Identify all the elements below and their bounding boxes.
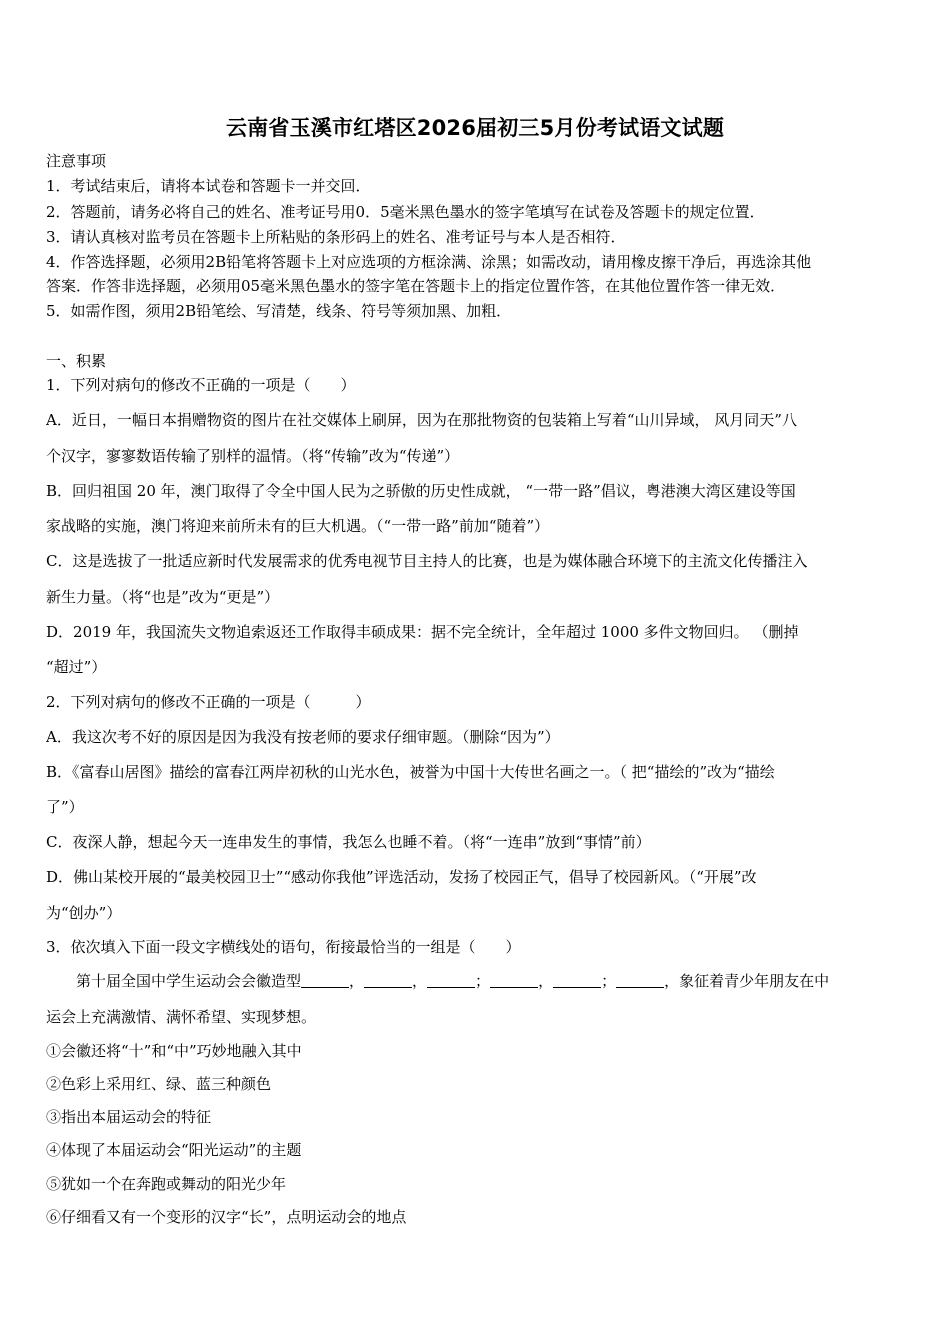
option-line: B．《富春山居图》描绘的富春江两岸初秋的山光水色，被誉为中国十大传世名画之一。（ 把“描绘的”改为“描绘	[46, 763, 775, 781]
list-item: ④体现了本届运动会“阳光运动”的主题	[46, 1141, 302, 1159]
option-line: C．这是选拔了一批适应新时代发展需求的优秀电视节目主持人的比赛，也是为媒体融合环境下的主流文化传播注入	[46, 552, 808, 570]
option-line: D．2019 年，我国流失文物追索返还工作取得丰硕成果：据不完全统计，全年超过 1000 多件文物回归。 （删掉	[46, 623, 799, 641]
option-line: 个汉字，寥寥数语传输了别样的温情。（将“传输”改为“传递”）	[46, 447, 460, 465]
notice-item: 3．请认真核对监考员在答题卡上所粘贴的条形码上的姓名、准考证号与本人是否相符．	[46, 228, 626, 246]
notice-item: 2．答题前，请务必将自己的姓名、准考证号用0．5毫米黑色墨水的签字笔填写在试卷及答题卡的规定位置．	[46, 203, 765, 221]
passage-end: ，象征着青少年朋友在中	[664, 972, 830, 990]
notice-item: 答案．作答非选择题，必须用05毫米黑色墨水的签字笔在答题卡上的指定位置作答，在其他位置作答一律无效．	[46, 277, 786, 295]
option-line: A．我这次考不好的原因是因为我没有按老师的要求仔细审题。（删除“因为”）	[46, 728, 560, 746]
notice-item: 4．作答选择题，必须用2B铅笔将答题卡上对应选项的方框涂满、涂黑；如需改动，请用橡皮擦干净后，再选涂其他	[46, 253, 812, 271]
notice-heading: 注意事项	[46, 152, 107, 170]
question-stem: 1．下列对病句的修改不正确的一项是（ ）	[46, 376, 356, 394]
option-line: D．佛山某校开展的“最美校园卫士”“感动你我他”评选活动，发扬了校园正气，倡导了校园新风。（“开展”改	[46, 868, 757, 886]
passage-start: 第十届全国中学生运动会会徽造型	[76, 972, 302, 990]
exam-title: 云南省玉溪市红塔区2026届初三5月份考试语文试题	[225, 116, 725, 140]
blank-separator: ，	[538, 972, 554, 990]
list-item: ②色彩上采用红、绿、蓝三种颜色	[46, 1075, 272, 1093]
passage-line	[46, 971, 908, 991]
list-item: ③指出本届运动会的特征	[46, 1108, 212, 1126]
option-line: 为“创办”）	[46, 904, 122, 922]
question-stem: 3．依次填入下面一段文字横线处的语句，衔接最恰当的一组是（ ）	[46, 938, 521, 956]
blank-separator: ，	[349, 972, 365, 990]
blank-separator: ；	[601, 972, 617, 990]
fill-blank	[427, 973, 475, 988]
option-line: 家战略的实施，澳门将迎来前所未有的巨大机遇。（“一带一路”前加“随着”）	[46, 517, 550, 535]
option-line: B．回归祖国 20 年，澳门取得了令全中国人民为之骄傲的历史性成就， “一带一路”倡议，粤港澳大湾区建设等国	[46, 482, 796, 500]
blank-separator: ，	[412, 972, 428, 990]
fill-blank	[301, 973, 349, 988]
passage-line: 运会上充满激情、满怀希望、实现梦想。	[46, 1008, 317, 1026]
section-heading: 一、积累	[46, 352, 107, 370]
fill-blank	[616, 973, 664, 988]
option-line: “超过”）	[46, 658, 107, 676]
notice-item: 5．如需作图，须用2B铅笔绘、写清楚，线条、符号等须加黑、加粗．	[46, 302, 512, 320]
question-stem: 2．下列对病句的修改不正确的一项是（ ）	[46, 693, 371, 711]
fill-blank	[364, 973, 412, 988]
option-line: A．近日，一幅日本捐赠物资的图片在社交媒体上刷屏，因为在那批物资的包装箱上写着“山川异域， 风月同天”八	[46, 411, 797, 429]
list-item: ⑤犹如一个在奔跑或舞动的阳光少年	[46, 1175, 287, 1193]
option-line: 新生力量。（将“也是”改为“更是”）	[46, 588, 280, 606]
fill-blank	[553, 973, 601, 988]
list-item: ⑥仔细看又有一个变形的汉字“长”，点明运动会的地点	[46, 1208, 407, 1226]
blank-separator: ；	[475, 972, 491, 990]
option-line: 了”）	[46, 798, 84, 816]
list-item: ①会徽还将“十”和“中”巧妙地融入其中	[46, 1042, 302, 1060]
fill-blank	[490, 973, 538, 988]
notice-item: 1．考试结束后，请将本试卷和答题卡一并交回．	[46, 177, 371, 195]
option-line: C．夜深人静，想起今天一连串发生的事情，我怎么也睡不着。（将“一连串”放到“事情”前）	[46, 833, 651, 851]
